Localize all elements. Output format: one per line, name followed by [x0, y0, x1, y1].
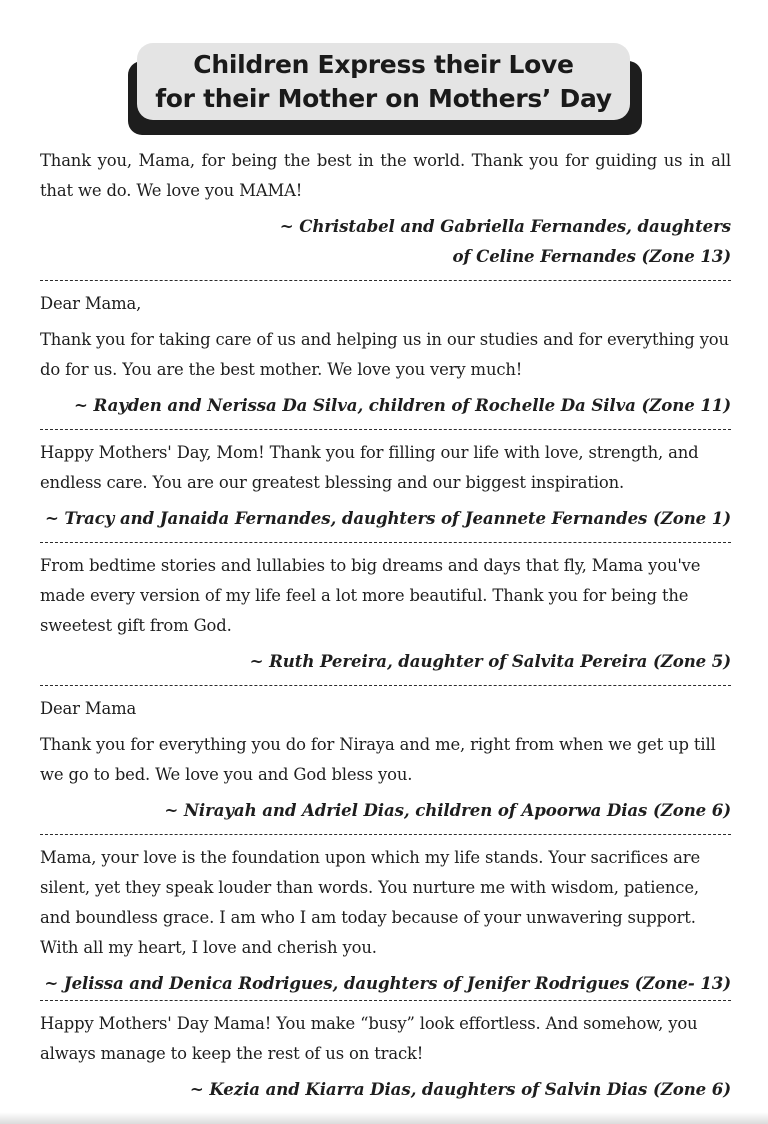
message-greeting: Dear Mama — [40, 699, 137, 718]
title-banner — [128, 43, 642, 135]
message-signature: ~ Tracy and Janaida Fernandes, daughters of Jeannete Fernandes (Zone 1) — [44, 508, 731, 528]
message-body — [40, 146, 731, 206]
message-paragraph: Thank you for everything you do for Niraya and me, right from when we get up till we go to bed. We love you and God bless you. — [40, 735, 716, 784]
messages-list — [40, 146, 731, 1104]
dashed-divider — [40, 1000, 731, 1001]
page-title-line-2: for their Mother on Mothers’ Day — [155, 83, 612, 113]
message-paragraph: Mama, your love is the foundation upon which my life stands. Your sacrifices are silent, yet they speak louder than words. You nurture me with wisdom, patience, and boundless grace. I am who I am today because of your unwavering support. With all my heart, I love and cherish you. — [40, 848, 700, 957]
dashed-divider — [40, 280, 731, 281]
message-body — [40, 843, 731, 963]
message-paragraph: Thank you, Mama, for being the best in the world. Thank you for guiding us in all that we do. We love you MAMA! — [40, 151, 731, 200]
message-paragraph: Thank you for taking care of us and helping us in our studies and for everything you do for us. You are the best mother. We love you very much! — [40, 330, 729, 379]
message-paragraph: Happy Mothers' Day Mama! You make “busy” look effortless. And somehow, you always manage to keep the rest of us on track! — [40, 1014, 698, 1063]
message-greeting: Dear Mama, — [40, 294, 142, 313]
message-signature: ~ Nirayah and Adriel Dias, children of Apoorwa Dias (Zone 6) — [164, 800, 731, 820]
message-signature: ~ Ruth Pereira, daughter of Salvita Pereira (Zone 5) — [249, 651, 731, 671]
message-paragraph: From bedtime stories and lullabies to big dreams and days that fly, Mama you've made every version of my life feel a lot more beautiful. Thank you for being the sweetest gift from God. — [40, 556, 701, 635]
message-signature: ~ Kezia and Kiarra Dias, daughters of Salvin Dias (Zone 6) — [189, 1079, 731, 1099]
message-body — [40, 289, 731, 385]
message-body — [40, 1009, 731, 1069]
message-entry — [40, 146, 731, 271]
dashed-divider — [40, 685, 731, 686]
message-entry — [40, 694, 731, 825]
message-entry — [40, 438, 731, 533]
message-body — [40, 551, 731, 641]
message-signature: ~ Rayden and Nerissa Da Silva, children of Rochelle Da Silva (Zone 11) — [74, 395, 731, 415]
title-box — [137, 43, 630, 120]
dashed-divider — [40, 429, 731, 430]
message-signature: ~ Christabel and Gabriella Fernandes, daughters of Celine Fernandes (Zone 13) — [279, 216, 731, 266]
message-entry — [40, 1009, 731, 1104]
message-entry — [40, 551, 731, 676]
dashed-divider — [40, 542, 731, 543]
message-entry — [40, 289, 731, 420]
message-paragraph: Happy Mothers' Day, Mom! Thank you for filling our life with love, strength, and endless care. You are our greatest blessing and our biggest inspiration. — [40, 443, 699, 492]
message-signature: ~ Jelissa and Denica Rodrigues, daughters of Jenifer Rodrigues (Zone- 13) — [44, 973, 731, 993]
page-bottom-edge — [0, 1112, 768, 1124]
message-body — [40, 694, 731, 790]
dashed-divider — [40, 834, 731, 835]
message-entry — [40, 843, 731, 998]
page-title-line-1: Children Express their Love — [193, 49, 574, 79]
message-body — [40, 438, 731, 498]
